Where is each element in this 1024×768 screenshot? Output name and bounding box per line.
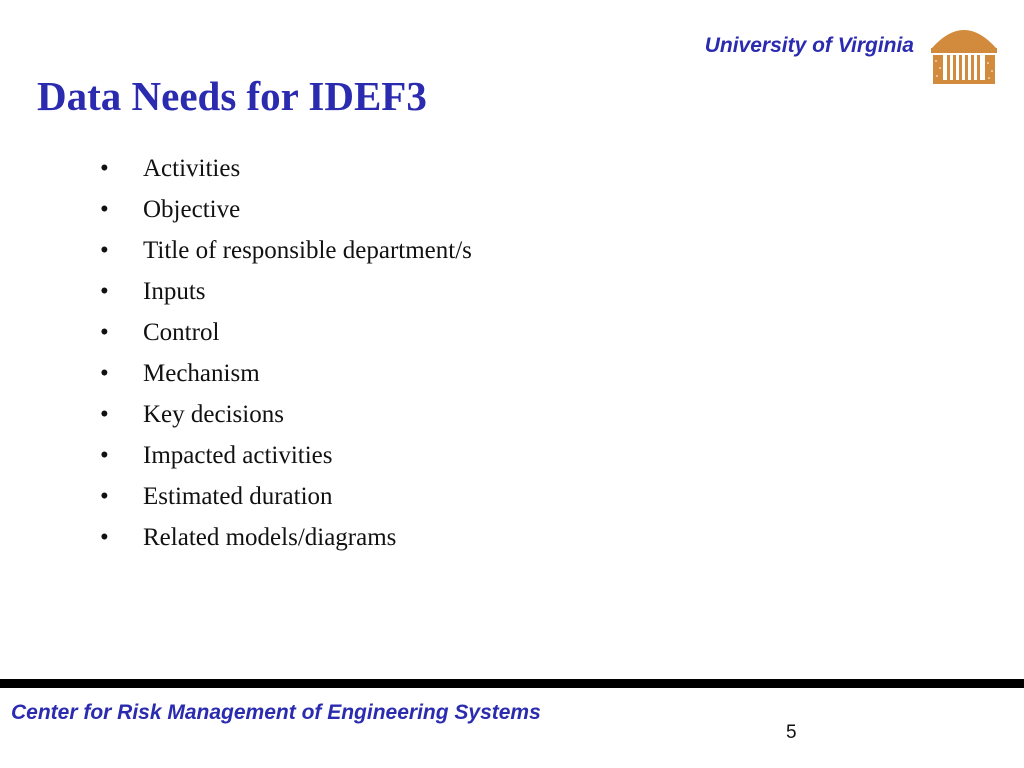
- bullet-item-key-decisions: [100, 398, 472, 439]
- bullet-dot: •: [100, 196, 109, 223]
- bullet-dot: •: [100, 237, 109, 264]
- bullet-text: Estimated duration: [143, 483, 333, 510]
- rotunda-icon: [929, 16, 999, 86]
- bullet-item-inputs: [100, 275, 472, 316]
- bullet-item-estimated-duration: [100, 480, 472, 521]
- bullet-item-department: [100, 234, 472, 275]
- bullet-text: Control: [143, 319, 220, 346]
- bullet-item-control: [100, 316, 472, 357]
- page-number: 5: [786, 722, 797, 743]
- bullet-dot: •: [100, 524, 109, 551]
- bullet-dot: •: [100, 442, 109, 469]
- slide-title: Data Needs for IDEF3: [37, 73, 427, 119]
- bullet-item-mechanism: [100, 357, 472, 398]
- footer-center-name: Center for Risk Management of Engineering Systems: [11, 701, 541, 724]
- bullet-dot: •: [100, 155, 109, 182]
- bullet-dot: •: [100, 319, 109, 346]
- university-name: University of Virginia: [704, 34, 914, 57]
- bullet-item-objective: [100, 193, 472, 234]
- bullet-dot: •: [100, 483, 109, 510]
- bullet-text: Mechanism: [143, 360, 260, 387]
- bullet-text: Related models/diagrams: [143, 524, 397, 551]
- bullet-text: Title of responsible department/s: [143, 237, 472, 264]
- bullet-item-impacted-activities: [100, 439, 472, 480]
- bullet-text: Objective: [143, 196, 241, 223]
- bullet-item-related-models: [100, 521, 472, 562]
- bullet-item-activities: [100, 152, 472, 193]
- bullet-dot: •: [100, 278, 109, 305]
- bullet-text: Key decisions: [143, 401, 284, 428]
- bullet-list: [100, 152, 472, 562]
- bullet-text: Activities: [143, 155, 241, 182]
- bullet-text: Inputs: [143, 278, 206, 305]
- footer-divider: [0, 679, 1024, 688]
- bullet-text: Impacted activities: [143, 442, 333, 469]
- bullet-dot: •: [100, 360, 109, 387]
- bullet-dot: •: [100, 401, 109, 428]
